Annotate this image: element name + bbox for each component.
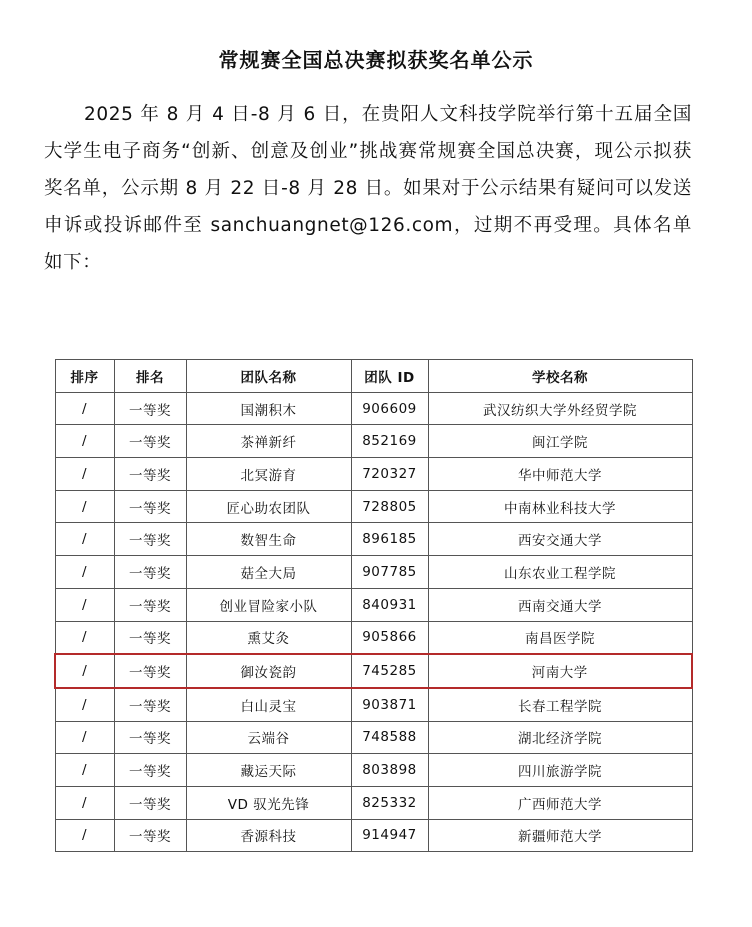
- table-row: [55, 425, 692, 458]
- team-id-cell: 803898: [351, 754, 428, 787]
- table-row: [55, 556, 692, 589]
- table-row: [55, 786, 692, 819]
- rank-cell: 一等奖: [114, 754, 186, 787]
- team-name-cell: 国潮积木: [186, 392, 351, 425]
- table-row: [55, 654, 692, 688]
- table-row: [55, 523, 692, 556]
- award-table-container: [54, 359, 691, 852]
- order-cell: /: [55, 425, 114, 458]
- team-name-cell: 菇全大局: [186, 556, 351, 589]
- rank-cell: 一等奖: [114, 819, 186, 852]
- team-id-cell: 748588: [351, 721, 428, 754]
- award-table: [54, 359, 693, 852]
- table-row: [55, 490, 692, 523]
- order-cell: /: [55, 688, 114, 721]
- rank-cell: 一等奖: [114, 425, 186, 458]
- team-id-cell: 907785: [351, 556, 428, 589]
- order-cell: /: [55, 588, 114, 621]
- team-name-cell: 藏运天际: [186, 754, 351, 787]
- team-id-cell: 852169: [351, 425, 428, 458]
- rank-cell: 一等奖: [114, 621, 186, 654]
- team-name-cell: VD 驭光先锋: [186, 786, 351, 819]
- school-cell: 广西师范大学: [428, 786, 692, 819]
- school-cell: 闽江学院: [428, 425, 692, 458]
- team-id-cell: 905866: [351, 621, 428, 654]
- school-cell: 西安交通大学: [428, 523, 692, 556]
- table-body: [55, 392, 692, 852]
- order-cell: /: [55, 819, 114, 852]
- school-cell: 河南大学: [428, 654, 692, 688]
- school-cell: 长春工程学院: [428, 688, 692, 721]
- rank-cell: 一等奖: [114, 523, 186, 556]
- team-name-cell: 数智生命: [186, 523, 351, 556]
- team-id-cell: 728805: [351, 490, 428, 523]
- team-name-cell: 云端谷: [186, 721, 351, 754]
- rank-cell: 一等奖: [114, 721, 186, 754]
- header-cell-team-name: 团队名称: [186, 360, 351, 393]
- order-cell: /: [55, 458, 114, 491]
- order-cell: /: [55, 621, 114, 654]
- header-cell-order: 排序: [55, 360, 114, 393]
- team-name-cell: 匠心助农团队: [186, 490, 351, 523]
- table-row: [55, 688, 692, 721]
- team-name-cell: 创业冒险家小队: [186, 588, 351, 621]
- team-id-cell: 906609: [351, 392, 428, 425]
- order-cell: /: [55, 786, 114, 819]
- school-cell: 山东农业工程学院: [428, 556, 692, 589]
- school-cell: 西南交通大学: [428, 588, 692, 621]
- team-id-cell: 720327: [351, 458, 428, 491]
- rank-cell: 一等奖: [114, 688, 186, 721]
- school-cell: 四川旅游学院: [428, 754, 692, 787]
- order-cell: /: [55, 754, 114, 787]
- table-row: [55, 588, 692, 621]
- order-cell: /: [55, 490, 114, 523]
- table-row: [55, 754, 692, 787]
- team-name-cell: 茶禅新纤: [186, 425, 351, 458]
- team-name-cell: 白山灵宝: [186, 688, 351, 721]
- rank-cell: 一等奖: [114, 392, 186, 425]
- rank-cell: 一等奖: [114, 786, 186, 819]
- header-cell-team-id: 团队 ID: [351, 360, 428, 393]
- header-cell-rank: 排名: [114, 360, 186, 393]
- school-cell: 武汉纺织大学外经贸学院: [428, 392, 692, 425]
- team-name-cell: 香源科技: [186, 819, 351, 852]
- team-name-cell: 御汝瓷韵: [186, 654, 351, 688]
- team-id-cell: 914947: [351, 819, 428, 852]
- team-id-cell: 745285: [351, 654, 428, 688]
- header-cell-school: 学校名称: [428, 360, 692, 393]
- order-cell: /: [55, 721, 114, 754]
- table-header-row: [55, 360, 692, 393]
- rank-cell: 一等奖: [114, 458, 186, 491]
- rank-cell: 一等奖: [114, 588, 186, 621]
- table-row: [55, 621, 692, 654]
- order-cell: /: [55, 654, 114, 688]
- team-id-cell: 896185: [351, 523, 428, 556]
- school-cell: 新疆师范大学: [428, 819, 692, 852]
- order-cell: /: [55, 556, 114, 589]
- table-row: [55, 819, 692, 852]
- rank-cell: 一等奖: [114, 490, 186, 523]
- table-row: [55, 458, 692, 491]
- rank-cell: 一等奖: [114, 556, 186, 589]
- team-id-cell: 903871: [351, 688, 428, 721]
- team-name-cell: 熏艾灸: [186, 621, 351, 654]
- team-id-cell: 825332: [351, 786, 428, 819]
- school-cell: 南昌医学院: [428, 621, 692, 654]
- table-row: [55, 392, 692, 425]
- rank-cell: 一等奖: [114, 654, 186, 688]
- page-title: 常规赛全国总决赛拟获奖名单公示: [218, 48, 534, 72]
- school-cell: 中南林业科技大学: [428, 490, 692, 523]
- order-cell: /: [55, 392, 114, 425]
- intro-paragraph: 2025 年 8 月 4 日-8 月 6 日，在贵阳人文科技学院举行第十五届全国大学生电子商务“创新、创意及创业”挑战赛常规赛全国总决赛，现公示拟获奖名单，公示期 8 月 22 日-8 月 28 日。如果对于公示结果有疑问可以发送申诉或投诉邮件至 sanchuangnet@126.com，过期不再受理。具体名单如下：: [44, 104, 692, 273]
- team-name-cell: 北冥游育: [186, 458, 351, 491]
- table-row: [55, 721, 692, 754]
- team-id-cell: 840931: [351, 588, 428, 621]
- school-cell: 湖北经济学院: [428, 721, 692, 754]
- school-cell: 华中师范大学: [428, 458, 692, 491]
- order-cell: /: [55, 523, 114, 556]
